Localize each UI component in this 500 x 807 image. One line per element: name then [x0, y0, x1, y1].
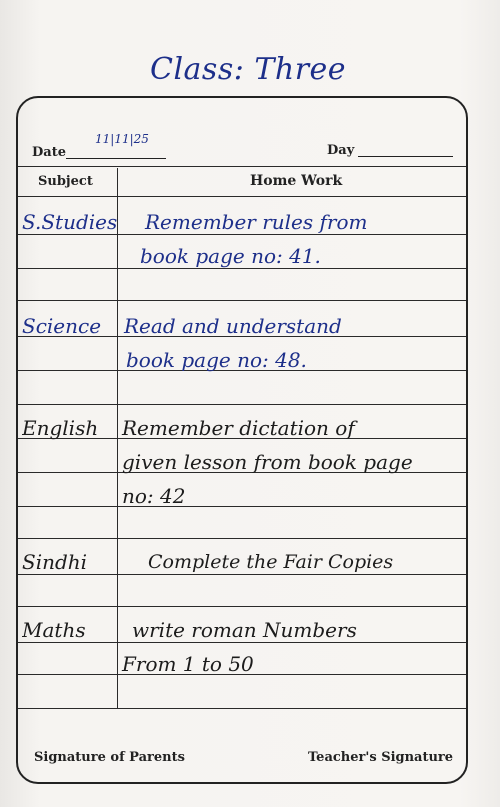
subject-maths: Maths [22, 618, 86, 642]
homework-line: book page no: 41. [140, 244, 321, 268]
rule-line [18, 708, 466, 709]
homework-line: Remember rules from [145, 210, 368, 234]
date-value: 11|11|25 [95, 132, 149, 146]
rule-line [18, 538, 466, 539]
rule-line [18, 196, 466, 197]
homework-line: book page no: 48. [126, 348, 307, 372]
subject-sindhi: Sindhi [22, 550, 88, 574]
teacher-signature-label: Teacher's Signature [308, 750, 454, 765]
homework-line: Complete the Fair Copies [148, 551, 394, 573]
subject-science: Science [22, 314, 102, 338]
rule-line [18, 166, 466, 167]
rule-line [18, 506, 466, 507]
homework-line: Remember dictation of [122, 416, 355, 440]
rule-line [18, 300, 466, 301]
homework-line: no: 42 [122, 484, 186, 508]
day-label: Day [327, 143, 355, 158]
date-line [66, 158, 166, 159]
homework-line: From 1 to 50 [122, 652, 254, 676]
homework-line: write roman Numbers [132, 618, 357, 642]
date-label: Date [32, 145, 66, 160]
homework-header: Home Work [250, 173, 343, 189]
class-title: Class: Three [150, 52, 347, 87]
rule-line [18, 606, 466, 607]
homework-line: given lesson from book page [122, 450, 413, 474]
subject-english: English [22, 416, 99, 440]
homework-line: Read and understand [124, 314, 342, 338]
subject-sstudies: S.Studies [22, 210, 118, 234]
rule-line [18, 404, 466, 405]
day-line [358, 156, 453, 157]
subject-header: Subject [38, 174, 93, 189]
parents-signature-label: Signature of Parents [34, 750, 185, 765]
